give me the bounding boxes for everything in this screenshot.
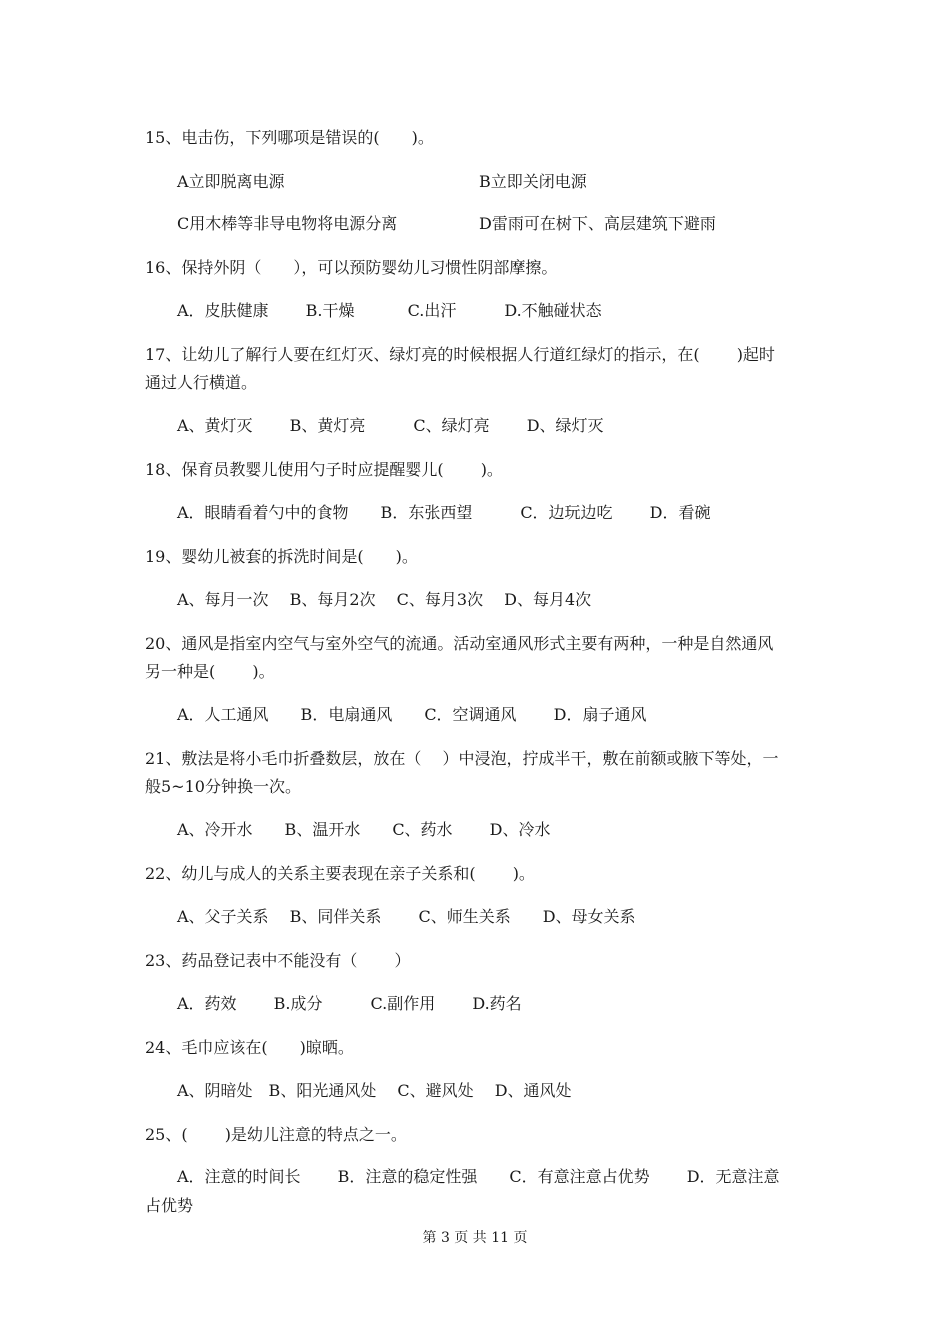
question-25-options-line-2: 占优势 bbox=[145, 1196, 194, 1215]
question-19-stem: 19、婴幼儿被套的拆洗时间是( )。 bbox=[145, 547, 418, 566]
question-21-stem-line-2: 般5~10分钟换一次。 bbox=[145, 777, 301, 796]
question-23-options: A．药效 B.成分 C.副作用 D.药名 bbox=[177, 994, 522, 1013]
question-24-options: A、阴暗处 B、阳光通风处 C、避风处 D、通风处 bbox=[177, 1081, 572, 1100]
question-21-options: A、冷开水 B、温开水 C、药水 D、冷水 bbox=[177, 820, 551, 839]
question-15-stem: 15、电击伤，下列哪项是错误的( )。 bbox=[145, 128, 434, 147]
question-17-stem-line-2: 通过人行横道。 bbox=[145, 373, 258, 392]
question-15-option-b: B立即关闭电源 bbox=[479, 172, 587, 191]
question-15-option-a: A立即脱离电源 bbox=[177, 172, 285, 191]
question-24-stem: 24、毛巾应该在( )晾晒。 bbox=[145, 1038, 354, 1057]
question-22-stem: 22、幼儿与成人的关系主要表现在亲子关系和( )。 bbox=[145, 864, 535, 883]
question-25-options-line-1: A．注意的时间长 B．注意的稳定性强 C．有意注意占优势 D．无意注意 bbox=[177, 1167, 780, 1186]
question-17-options: A、黄灯灭 B、黄灯亮 C、绿灯亮 D、绿灯灭 bbox=[177, 416, 604, 435]
question-20-stem-line-1: 20、通风是指室内空气与室外空气的流通。活动室通风形式主要有两种，一种是自然通风 bbox=[145, 634, 774, 653]
question-25-stem: 25、( )是幼儿注意的特点之一。 bbox=[145, 1125, 407, 1144]
question-20-options: A．人工通风 B．电扇通风 C．空调通风 D．扇子通风 bbox=[177, 705, 647, 724]
question-18-options: A．眼睛看着勺中的食物 B．东张西望 C．边玩边吃 D．看碗 bbox=[177, 503, 711, 522]
question-21-stem-line-1: 21、敷法是将小毛巾折叠数层，放在（ ）中浸泡，拧成半干，敷在前额或腋下等处，一 bbox=[145, 749, 779, 768]
page-number-footer: 第 3 页 共 11 页 bbox=[422, 1230, 528, 1246]
question-20-stem-line-2: 另一种是( )。 bbox=[145, 662, 275, 681]
question-18-stem: 18、保育员教婴儿使用勺子时应提醒婴儿( )。 bbox=[145, 460, 503, 479]
question-23-stem: 23、药品登记表中不能没有（ ） bbox=[145, 951, 411, 970]
question-15-option-d: D雷雨可在树下、高层建筑下避雨 bbox=[479, 214, 716, 233]
question-15-option-c: C用木棒等非导电物将电源分离 bbox=[177, 214, 398, 233]
question-16-stem: 16、保持外阴（ ），可以预防婴幼儿习惯性阴部摩擦。 bbox=[145, 258, 558, 277]
question-22-options: A、父子关系 B、同伴关系 C、师生关系 D、母女关系 bbox=[177, 907, 636, 926]
question-16-options: A．皮肤健康 B.干燥 C.出汗 D.不触碰状态 bbox=[177, 301, 602, 320]
question-19-options: A、每月一次 B、每月2次 C、每月3次 D、每月4次 bbox=[177, 590, 592, 609]
question-17-stem-line-1: 17、让幼儿了解行人要在红灯灭、绿灯亮的时候根据人行道红绿灯的指示，在( )起时 bbox=[145, 345, 775, 364]
